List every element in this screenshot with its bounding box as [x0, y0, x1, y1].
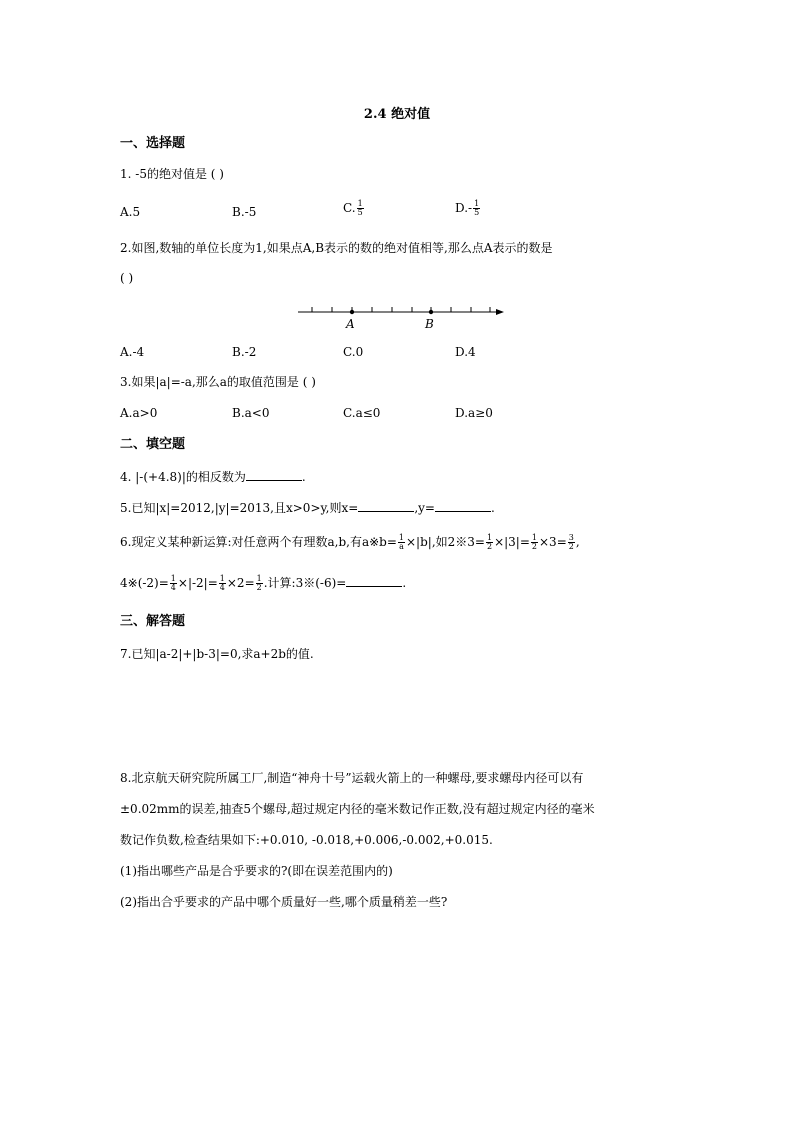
question-1-stem: 1. -5的绝对值是 ( )	[120, 167, 224, 181]
fraction-numerator: 3	[568, 533, 574, 542]
q3-option-d: D.a≥0	[455, 406, 493, 420]
number-line-figure	[290, 296, 510, 332]
q2-option-c: C.0	[343, 345, 364, 359]
q1-option-c	[343, 200, 365, 217]
fraction-denominator: 2	[486, 542, 493, 551]
q3-option-a: A.a>0	[120, 406, 158, 420]
q1-option-c-fraction	[357, 200, 364, 217]
q5-mid: ,y=	[414, 501, 435, 515]
question-8-sub-2: (2)指出合乎要求的产品中哪个质量好一些,哪个质量稍差一些?	[120, 895, 448, 909]
point-a-label: A	[346, 317, 355, 331]
q6-text-2: ×|b|,如2※3=	[406, 535, 485, 549]
fraction	[486, 534, 493, 551]
fraction-numerator: 1	[486, 533, 493, 542]
q6-text-1: 6.现定义某种新运算:对任意两个有理数a,b,有a※b=	[120, 535, 397, 549]
answer-blank	[346, 575, 402, 587]
q3-option-c: C.a≤0	[343, 406, 381, 420]
q5-text: 5.已知|x|=2012,|y|=2013,且x>0>y,则x=	[120, 501, 359, 515]
question-8-sub-1: (1)指出哪些产品是合乎要求的?(即在误差范围内的)	[120, 864, 393, 878]
fraction-denominator: 2	[568, 542, 574, 551]
q1-option-d-fraction	[473, 200, 480, 217]
answer-blank-y	[435, 500, 491, 512]
q6-text-7: ×|-2|=	[177, 576, 218, 590]
q6-text-6: 4※(-2)=	[120, 576, 169, 590]
number-line-ticks	[312, 307, 490, 312]
page-title: 2.4 绝对值	[363, 107, 431, 122]
fraction-numerator: 1	[219, 574, 225, 583]
q2-option-a: A.-4	[120, 345, 145, 359]
question-6-line-2	[120, 575, 406, 592]
question-7: 7.已知|a-2|+|b-3|=0,求a+2b的值.	[120, 647, 314, 661]
question-2-line-1: 2.如图,数轴的单位长度为1,如果点A,B表示的数的绝对值相等,那么点A表示的数是	[120, 241, 553, 255]
q2-option-b: B.-2	[232, 345, 257, 359]
fraction-denominator: 4	[170, 583, 176, 592]
section-heading-fill-in: 二、填空题	[120, 437, 186, 452]
q4-text: 4. |-(+4.8)|的相反数为	[120, 470, 246, 484]
fraction-numerator: 1	[170, 574, 176, 583]
q1-option-d-prefix: D.-	[455, 201, 473, 215]
q5-end: .	[490, 501, 495, 515]
answer-blank	[246, 469, 302, 481]
fraction	[531, 534, 538, 551]
fraction	[398, 534, 405, 551]
q1-option-b: B.-5	[232, 205, 257, 219]
question-2-line-2: ( )	[120, 271, 134, 285]
fraction-denominator: 5	[474, 208, 480, 217]
q6-text-9: .计算:3※(-6)=	[263, 576, 347, 590]
q4-end: .	[301, 470, 306, 484]
number-line-arrow	[496, 309, 504, 315]
q3-option-b: B.a<0	[232, 406, 270, 420]
q1-option-c-prefix: C.	[343, 201, 356, 215]
fraction-numerator: 1	[357, 199, 363, 208]
question-8-line-1: 8.北京航天研究院所属工厂,制造“神舟十号”运载火箭上的一种螺母,要求螺母内径可以有	[120, 771, 584, 785]
fraction-denominator: 2	[256, 583, 262, 592]
q1-option-a: A.5	[120, 205, 141, 219]
point-a-dot	[350, 310, 354, 314]
fraction-denominator: 2	[531, 542, 537, 551]
fraction-numerator: 1	[398, 533, 404, 542]
q6-text-8: ×2=	[226, 576, 255, 590]
section-heading-solve: 三、解答题	[120, 614, 186, 629]
fraction	[256, 575, 263, 592]
fraction	[568, 534, 575, 551]
point-b-dot	[429, 310, 433, 314]
fraction	[170, 575, 177, 592]
q6-end: .	[402, 576, 407, 590]
q6-text-5: ,	[575, 535, 580, 549]
fraction-denominator: a	[399, 542, 404, 551]
section-heading-choice: 一、选择题	[120, 136, 186, 151]
q2-option-d: D.4	[455, 345, 476, 359]
fraction-denominator: 5	[357, 208, 363, 217]
fraction-numerator: 1	[474, 199, 480, 208]
fraction	[219, 575, 226, 592]
question-8-line-3: 数记作负数,检查结果如下:+0.010, -0.018,+0.006,-0.002,+0.015.	[120, 833, 493, 847]
fraction-numerator: 1	[256, 574, 262, 583]
q6-text-4: ×3=	[539, 535, 567, 549]
question-4	[120, 469, 306, 485]
answer-blank-x	[358, 500, 414, 512]
fraction-numerator: 1	[531, 533, 537, 542]
question-6-line-1	[120, 534, 580, 551]
question-5	[120, 500, 495, 516]
point-b-label: B	[425, 317, 434, 331]
question-3-stem: 3.如果|a|=-a,那么a的取值范围是 ( )	[120, 375, 316, 389]
q1-option-d	[455, 200, 481, 217]
question-8-line-2: ±0.02mm的误差,抽查5个螺母,超过规定内径的毫米数记作正数,没有超过规定内径的毫米	[120, 802, 595, 816]
fraction-denominator: 4	[219, 583, 225, 592]
q6-text-3: ×|3|=	[494, 535, 530, 549]
